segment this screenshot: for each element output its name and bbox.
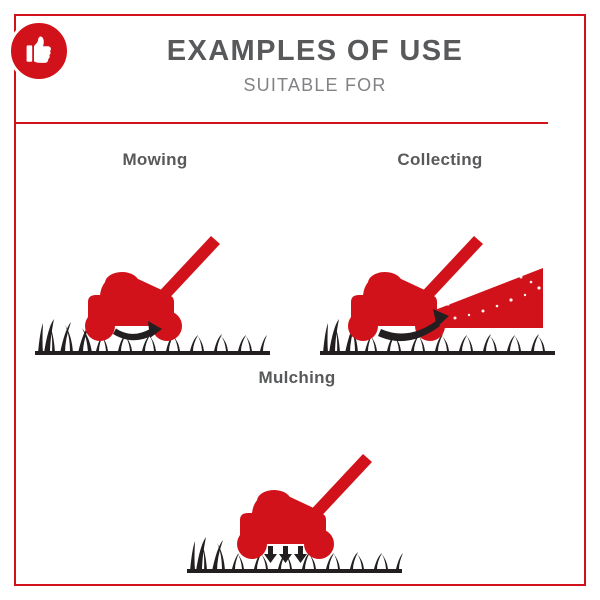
header — [80, 36, 550, 96]
page-title: EXAMPLES OF USE — [166, 35, 464, 67]
panel-mulching — [172, 368, 422, 576]
page-subtitle: SUITABLE FOR — [243, 74, 387, 95]
lawn-mower-mulching-icon — [172, 396, 422, 576]
lawn-mower-collecting-icon — [315, 178, 565, 358]
lawn-mower-mowing-icon — [30, 178, 280, 358]
header-divider — [16, 122, 548, 124]
panel-mowing — [30, 150, 280, 358]
panel-collecting — [315, 150, 565, 358]
panel-collecting-label: Collecting — [397, 150, 483, 169]
panel-mulching-label: Mulching — [258, 368, 336, 387]
thumbs-up-badge — [8, 20, 70, 82]
panel-mowing-label: Mowing — [122, 150, 188, 169]
thumbs-up-icon — [21, 33, 57, 69]
